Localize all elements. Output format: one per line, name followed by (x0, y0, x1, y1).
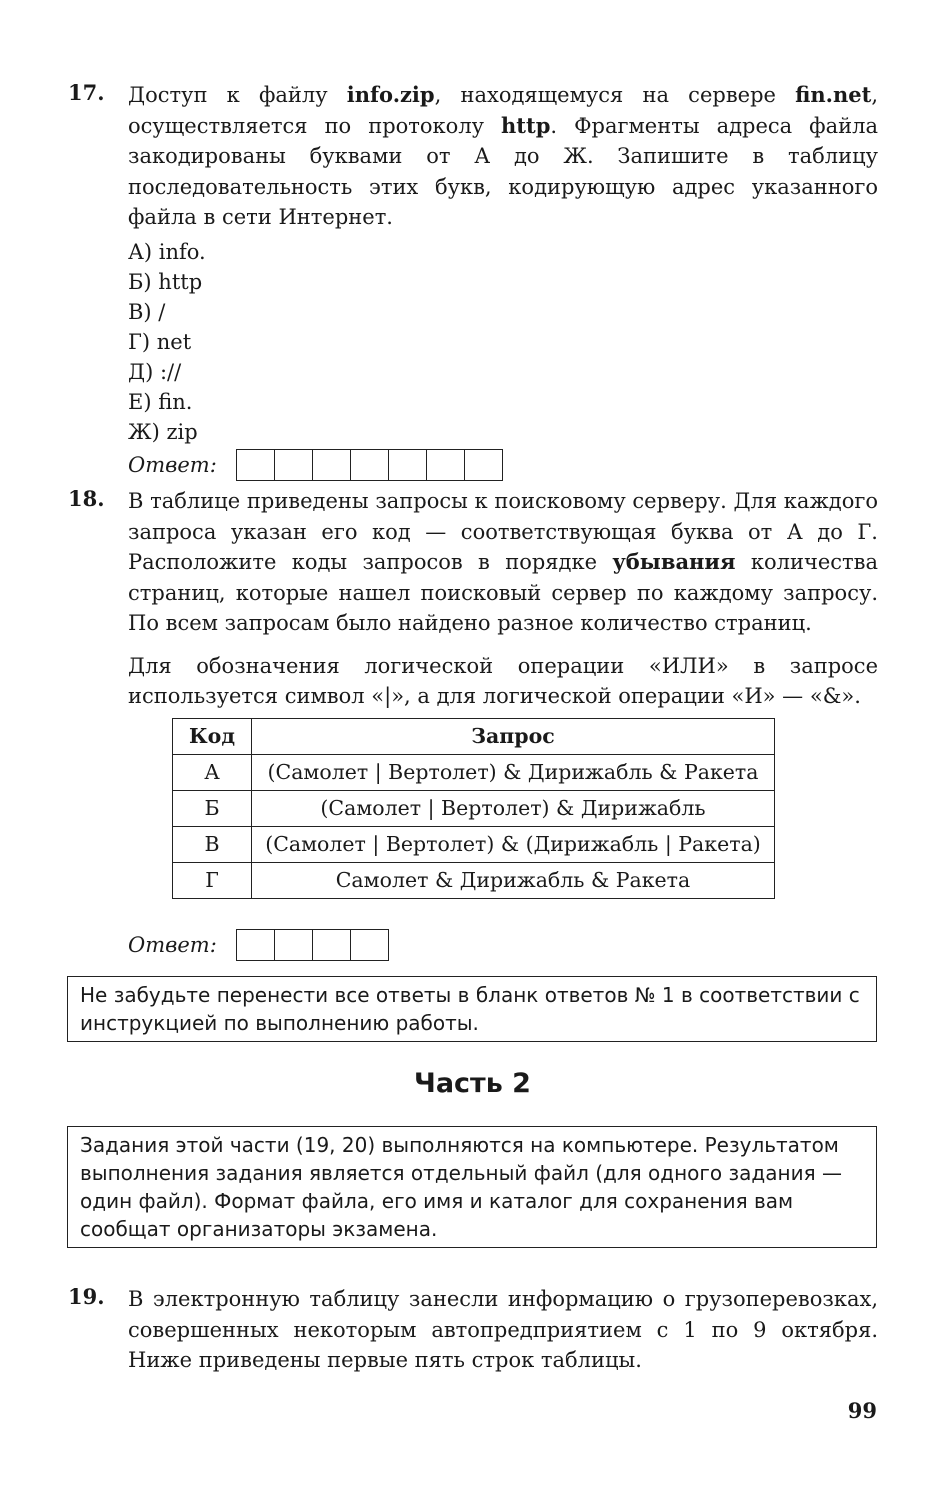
task-17 (68, 80, 878, 481)
task-number: 17. (68, 80, 105, 105)
options-list (128, 237, 878, 447)
answer-cell[interactable] (237, 930, 275, 960)
header-query: Запрос (252, 718, 775, 754)
table-row (173, 826, 775, 862)
option: А) info. (128, 239, 206, 264)
page-number: 99 (847, 1398, 877, 1423)
task-17-text: Доступ к файлу info.zip, находящемуся на сервере fin.net, осуществляется по протоколу http. Фрагменты адреса файла закодированы буквами от А до Ж. Запишите в таблицу последовательность этих букв, кодирующую адрес указанного файла в сети Интернет. (128, 82, 878, 229)
row-code: В (173, 826, 252, 862)
row-query: Самолет & Дирижабль & Ракета (252, 862, 775, 898)
answer-row (122, 929, 878, 961)
answer-cell[interactable] (237, 450, 275, 480)
option: В) / (128, 299, 166, 324)
option: Е) fin. (128, 389, 193, 414)
table-header (173, 718, 775, 754)
task-18-text: В таблице приведены запросы к поисковому серверу. Для каждого запроса указан его код — соответствующая буква от А до Г. Расположите коды запросов в порядке убывания количества страниц, которые нашел поисковый сервер по каждому запросу. По всем запросам было найдено разное количество страниц. (128, 489, 878, 635)
row-query: (Самолет | Вертолет) & Дирижабль & Ракета (252, 754, 775, 790)
task-18-note: Для обозначения логической операции «ИЛИ» в запросе используется символ «|», а для логической операции «И» — «&». (128, 653, 878, 708)
answer-cell[interactable] (313, 930, 351, 960)
header-code: Код (173, 718, 252, 754)
task-18 (68, 486, 878, 961)
task-number: 18. (68, 486, 105, 511)
option: Ж) zip (128, 419, 198, 444)
answer-cell[interactable] (351, 450, 389, 480)
answer-cell[interactable] (465, 450, 502, 480)
answer-cell[interactable] (275, 930, 313, 960)
part-2-title: Часть 2 (414, 1068, 531, 1099)
part-2-note: Задания этой части (19, 20) выполняются на компьютере. Результатом выполнения задания является отдельный файл (для одного задания — один файл). Формат файла, его имя и каталог для сохранения вам сообщат организаторы экзамена. (67, 1126, 877, 1248)
option: Г) net (128, 329, 192, 354)
option: Д) :// (128, 359, 182, 384)
row-query: (Самолет | Вертолет) & Дирижабль (252, 790, 775, 826)
row-code: А (173, 754, 252, 790)
answer-cell[interactable] (351, 930, 388, 960)
row-code: Г (173, 862, 252, 898)
option: Б) http (128, 269, 203, 294)
row-code: Б (173, 790, 252, 826)
row-query: (Самолет | Вертолет) & (Дирижабль | Ракета) (252, 826, 775, 862)
answer-label: Ответ: (128, 932, 217, 957)
answer-cell[interactable] (389, 450, 427, 480)
table-row (173, 754, 775, 790)
reminder-box: Не забудьте перенести все ответы в бланк ответов № 1 в соответствии с инструкцией по выполнению работы. (67, 976, 877, 1042)
answer-row (122, 449, 878, 481)
answer-cells[interactable] (236, 929, 389, 961)
answer-cells[interactable] (236, 449, 503, 481)
task-number: 19. (68, 1284, 105, 1309)
task-19 (68, 1284, 878, 1376)
table-row (173, 862, 775, 898)
table-row (173, 790, 775, 826)
answer-label: Ответ: (128, 452, 217, 477)
answer-cell[interactable] (313, 450, 351, 480)
answer-cell[interactable] (275, 450, 313, 480)
answer-cell[interactable] (427, 450, 465, 480)
task-19-text: В электронную таблицу занесли информацию о грузоперевозках, совершенных некоторым автопредприятием с 1 по 9 октября. Ниже приведены первые пять строк таблицы. (128, 1287, 878, 1372)
query-table (172, 718, 775, 899)
